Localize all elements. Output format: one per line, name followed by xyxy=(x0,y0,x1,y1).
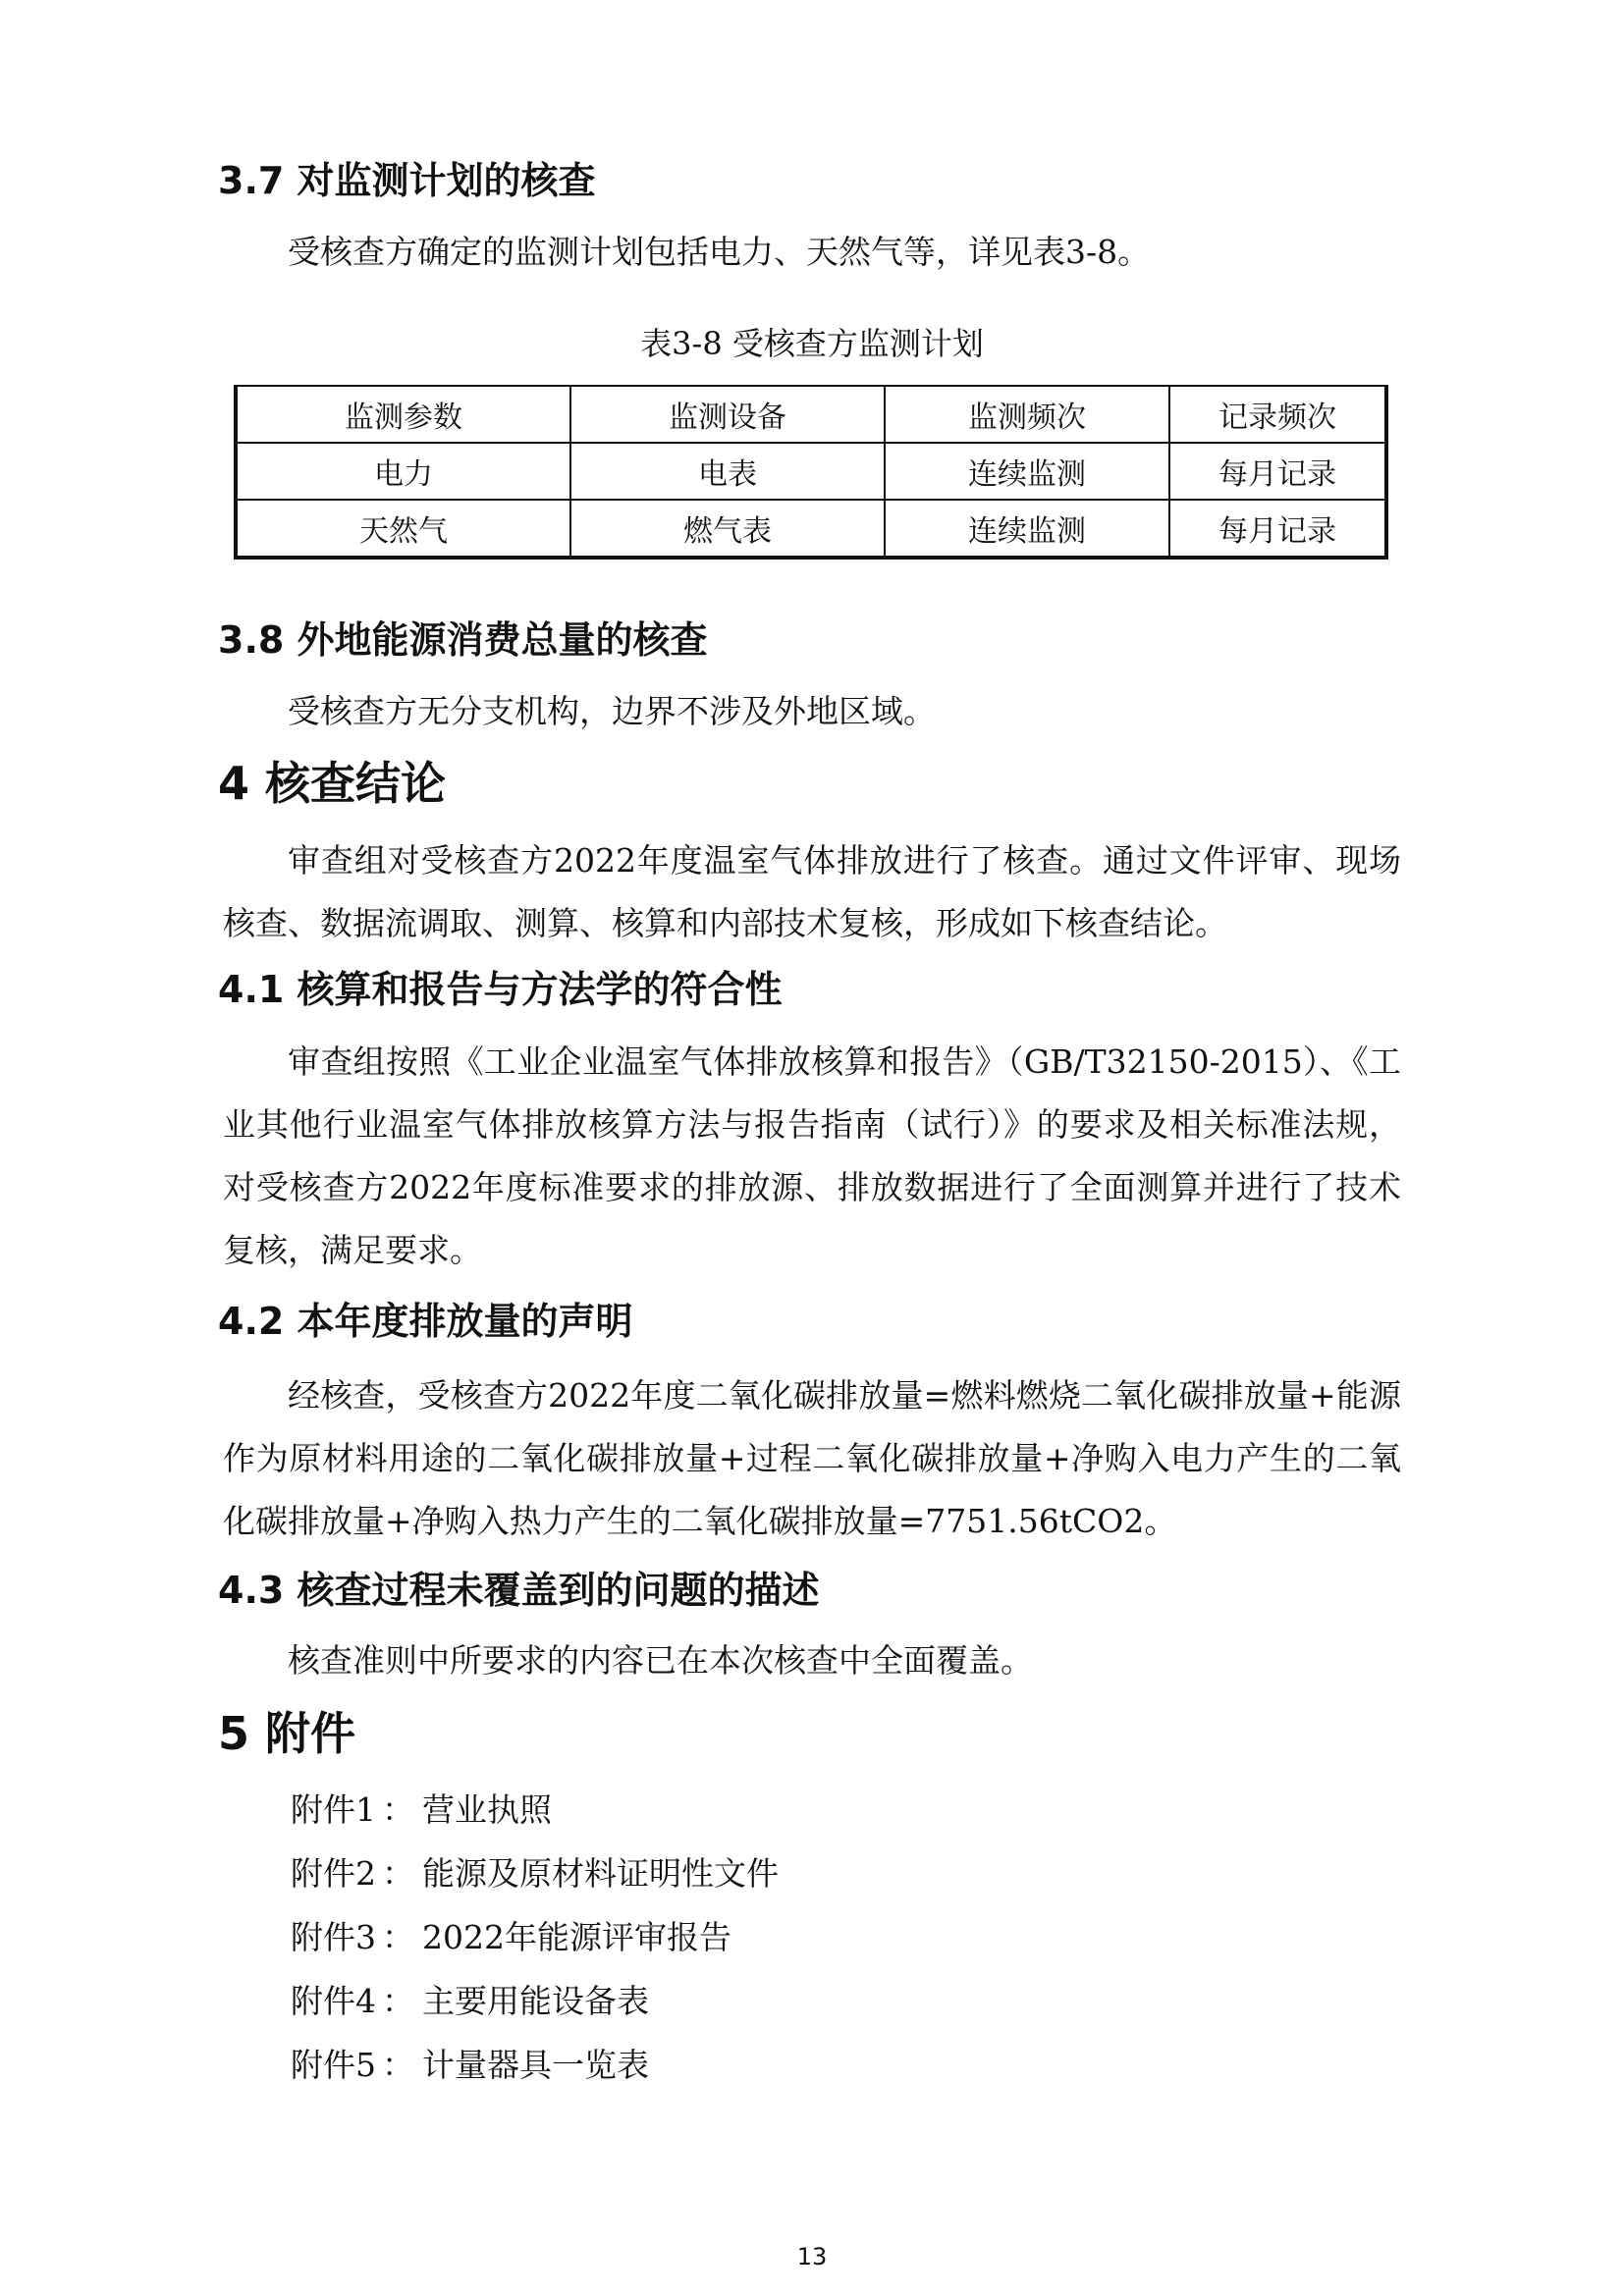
table-cell: 每月记录 xyxy=(1169,443,1386,500)
section-heading-3-7: 3.7 对监测计划的核查 xyxy=(218,159,596,202)
attachment-text: 能源及原材料证明性文件 xyxy=(422,1854,779,1893)
attachment-text: 营业执照 xyxy=(422,1790,552,1829)
table-cell: 连续监测 xyxy=(885,443,1169,500)
table-header-row xyxy=(236,386,1386,443)
page-number: 13 xyxy=(796,2243,828,2270)
table-header-cell: 监测设备 xyxy=(570,386,885,443)
attachment-label: 附件3 xyxy=(291,1918,376,1956)
section-heading-3-8: 3.8 外地能源消费总量的核查 xyxy=(218,618,708,662)
attachment-text: 主要用能设备表 xyxy=(422,1982,649,2020)
table-header-cell: 记录频次 xyxy=(1169,386,1386,443)
monitoring-plan-table xyxy=(234,385,1388,560)
attachment-separator: ： xyxy=(382,1918,414,1956)
attachment-separator: ： xyxy=(382,1982,414,2020)
attachment-label: 附件1 xyxy=(291,1790,376,1829)
table-header-cell: 监测参数 xyxy=(236,386,570,443)
attachment-text: 2022年能源评审报告 xyxy=(422,1918,731,1956)
section-4-paragraph: 审查组对受核查方2022年度温室气体排放进行了核查。通过文件评审、现场核查、数据流调取、测算、核算和内部技术复核，形成如下核查结论。 xyxy=(223,841,1401,942)
attachment-separator: ： xyxy=(382,2046,414,2084)
section-4-3-paragraph: 核查准则中所要求的内容已在本次核查中全面覆盖。 xyxy=(288,1641,1033,1680)
section-heading-5: 5 附件 xyxy=(218,1707,356,1760)
attachment-label: 附件2 xyxy=(291,1854,376,1893)
section-heading-4-3: 4.3 核查过程未覆盖到的问题的描述 xyxy=(218,1569,820,1612)
table-cell: 电力 xyxy=(236,443,570,500)
section-3-7-paragraph: 受核查方确定的监测计划包括电力、天然气等，详见表3-8。 xyxy=(288,233,1151,271)
attachment-item xyxy=(291,1852,779,1896)
table-cell: 每月记录 xyxy=(1169,500,1386,558)
table-row xyxy=(236,500,1386,558)
section-heading-4-2: 4.2 本年度排放量的声明 xyxy=(218,1300,633,1343)
attachment-separator: ： xyxy=(382,1854,414,1893)
table-row xyxy=(236,443,1386,500)
section-3-8-paragraph: 受核查方无分支机构，边界不涉及外地区域。 xyxy=(288,692,936,730)
section-heading-4: 4 核查结论 xyxy=(218,757,447,810)
table-cell: 连续监测 xyxy=(885,500,1169,558)
attachment-label: 附件4 xyxy=(291,1982,376,2020)
section-heading-4-1: 4.1 核算和报告与方法学的符合性 xyxy=(218,968,783,1011)
attachment-label: 附件5 xyxy=(291,2046,376,2084)
table-cell: 燃气表 xyxy=(570,500,885,558)
table-cell: 天然气 xyxy=(236,500,570,558)
attachment-separator: ： xyxy=(382,1790,414,1829)
section-4-2-paragraph: 经核查，受核查方2022年度二氧化碳排放量=燃料燃烧二氧化碳排放量+能源作为原材料用途的二氧化碳排放量+过程二氧化碳排放量+净购入电力产生的二氧化碳排放量+净购入热力产生的二氧化碳排放量=7751.56tCO2。 xyxy=(223,1376,1401,1540)
attachment-item xyxy=(291,1789,552,1832)
table-cell: 电表 xyxy=(570,443,885,500)
section-4-1-paragraph: 审查组按照《工业企业温室气体排放核算和报告》（GB/T32150-2015）、《工业其他行业温室气体排放核算方法与报告指南（试行）》的要求及相关标准法规，对受核查方2022年度标准要求的排放源、排放数据进行了全面测算并进行了技术复核，满足要求。 xyxy=(223,1042,1401,1269)
table-caption: 表3-8 受核查方监测计划 xyxy=(640,325,984,362)
attachment-item xyxy=(291,1980,649,2023)
table-header-cell: 监测频次 xyxy=(885,386,1169,443)
attachment-text: 计量器具一览表 xyxy=(422,2046,649,2084)
attachment-item xyxy=(291,1916,731,1959)
attachment-item xyxy=(291,2044,649,2087)
